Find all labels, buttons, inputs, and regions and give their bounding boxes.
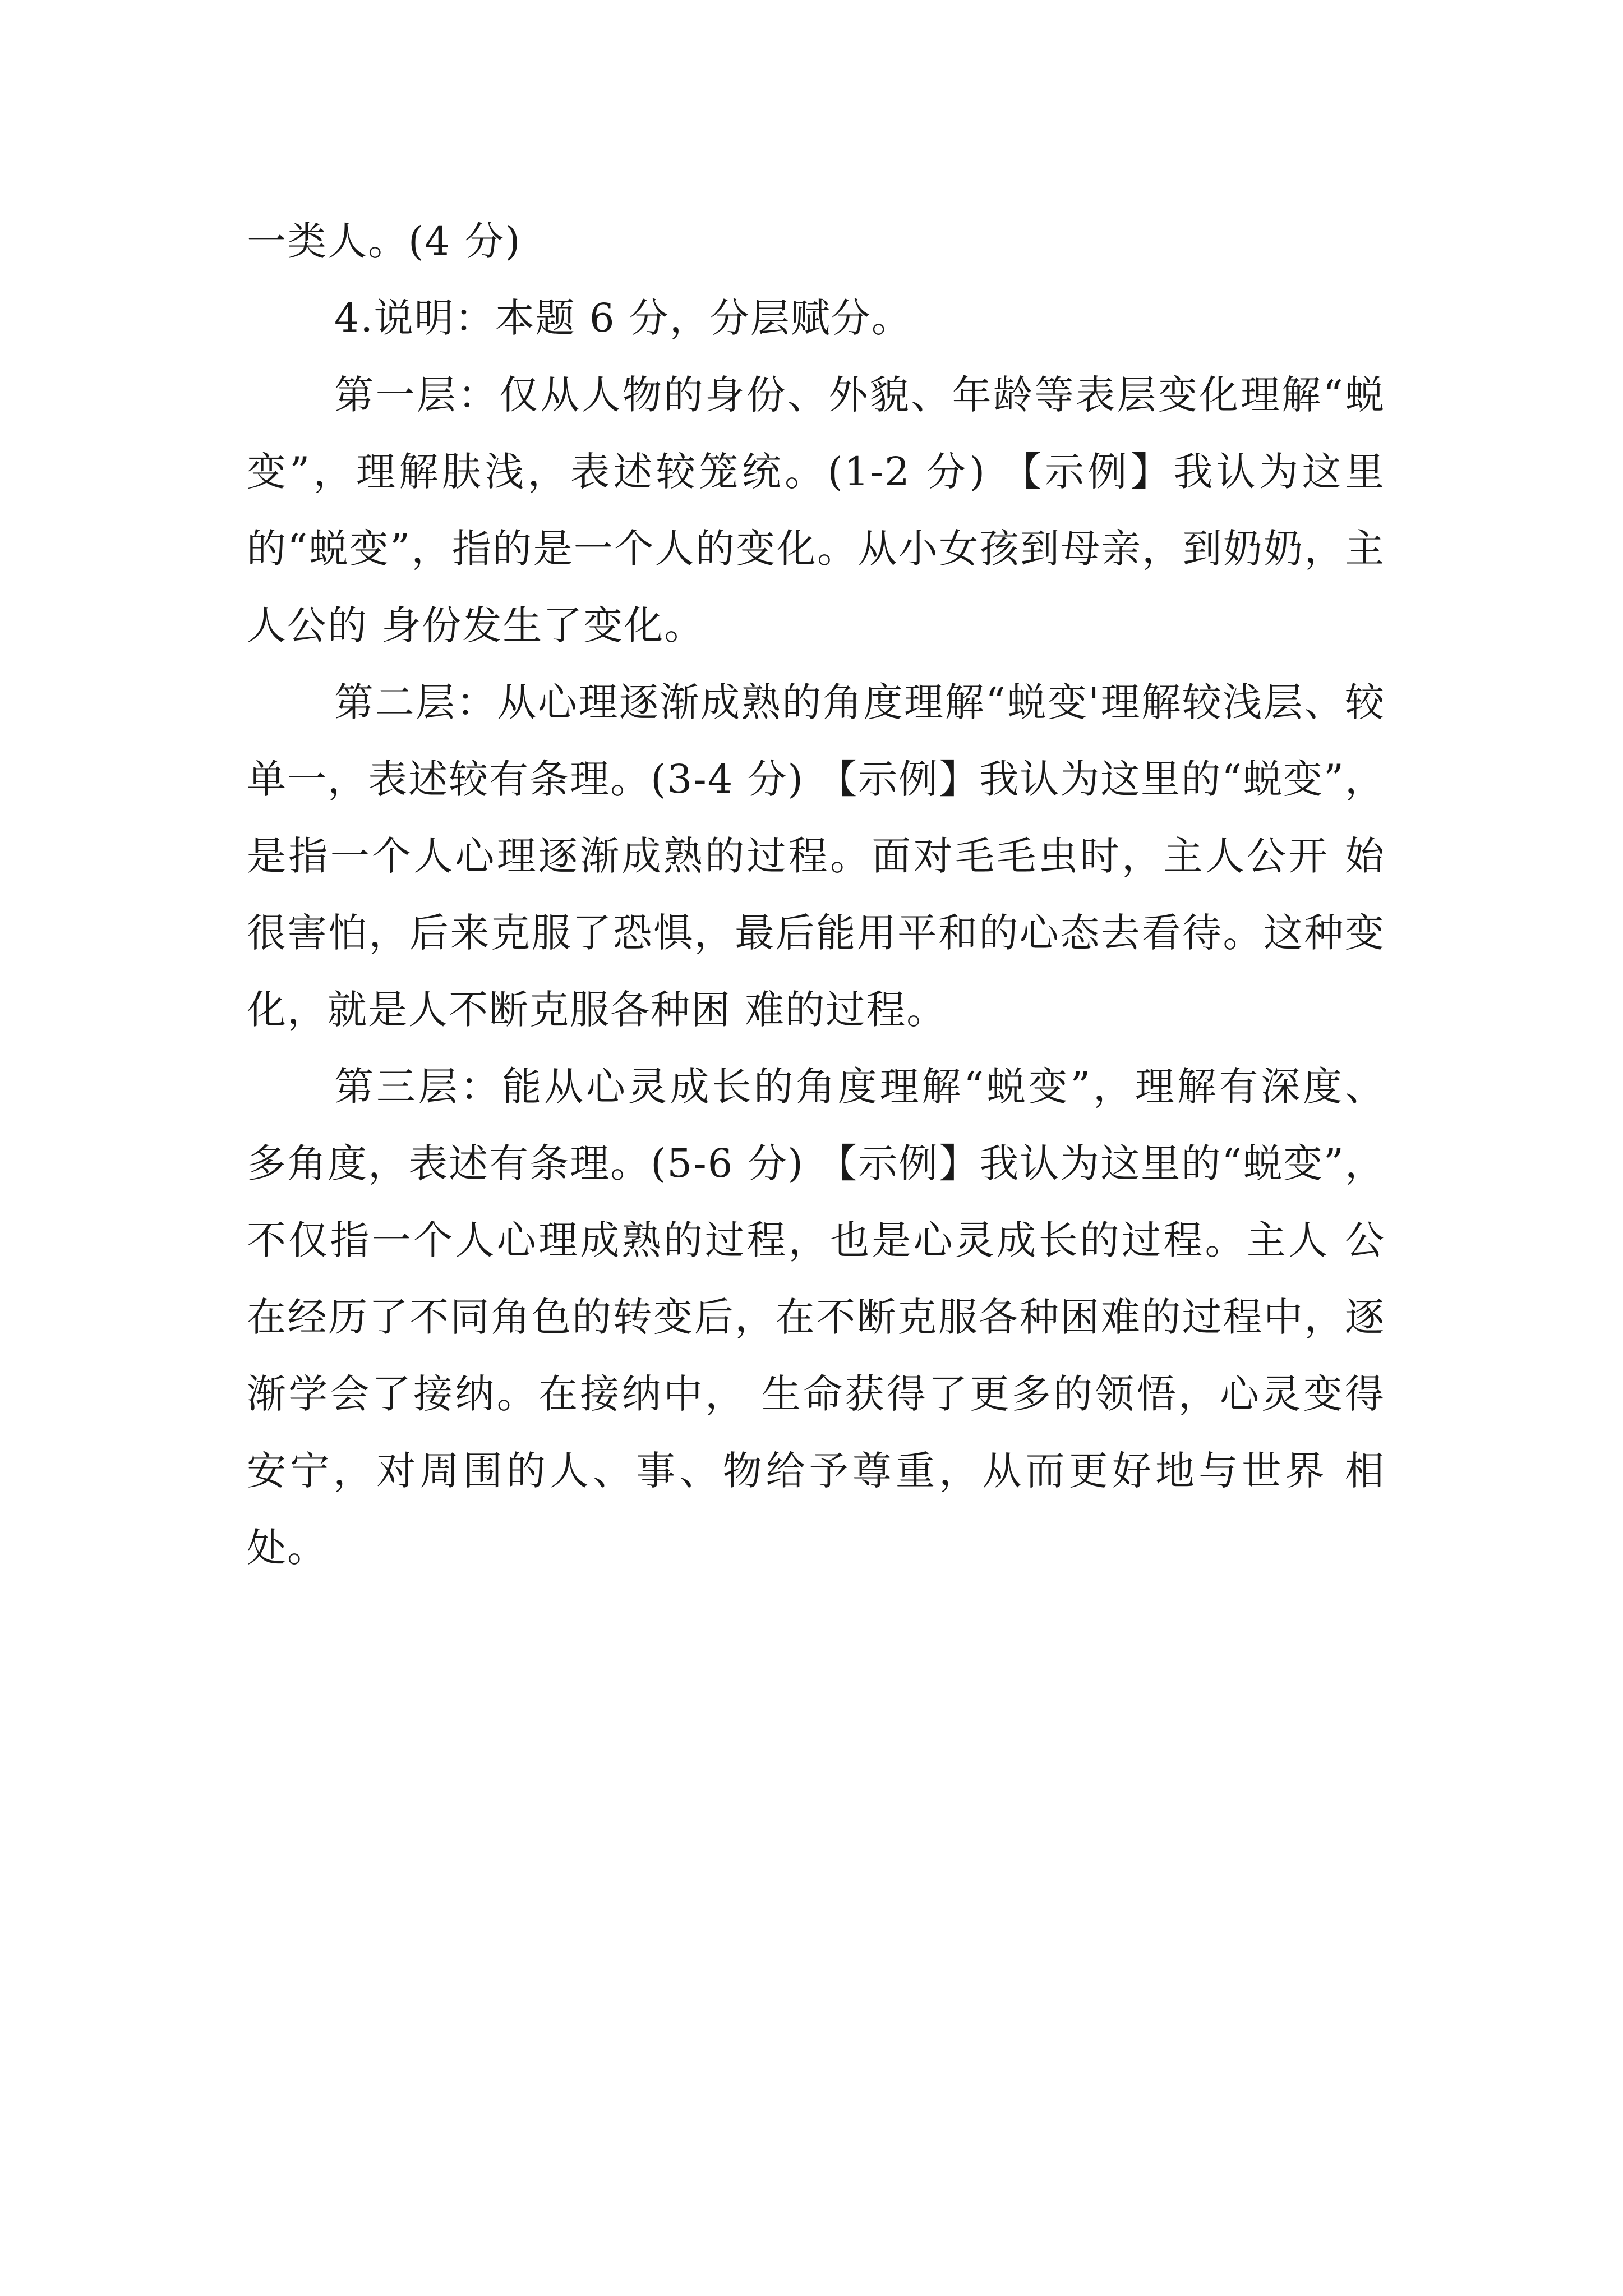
paragraph-question-4-note: 4.说明：本题 6 分，分层赋分。 [334,295,912,341]
paragraph-level-two: 第二层：从心理逐渐成熟的角度理解“蜕变'理解较浅层、较单一，表述较有条理。(3-4 分) 【示例】我认为这里的“蜕变”，是指一个人心理逐渐成熟的过程。面对毛毛虫时，主人公开 始很害怕，后来克服了恐惧，最后能用平和的心态去看待。这种变化，就是人不断克服各种困 难的过程。 [247,679,1385,1033]
paragraph-level-three: 第三层：能从心灵成长的角度理解“蜕变”，理解有深度、多角度，表述有条理。(5-6 分) 【示例】我认为这里的“蜕变”，不仅指一个人心理成熟的过程，也是心灵成长的过程。主人 公在经历了不同角色的转变后，在不断克服各种困难的过程中，逐渐学会了接纳。在接纳中， 生命获得了更多的领悟，心灵变得安宁，对周围的人、事、物给予尊重，从而更好地与世界 相处。 [247,1064,1385,1571]
paragraph-continuation: 一类人。(4 分) [247,218,522,264]
paragraph-level-one: 第一层：仅从人物的身份、外貌、年龄等表层变化理解“蜕变”，理解肤浅，表述较笼统。(1-2 分) 【示例】我认为这里的“蜕变”，指的是一个人的变化。从小女孩到母亲，到奶奶，主人公的 身份发生了变化。 [247,372,1385,648]
answer-text-block [247,203,1385,1586]
